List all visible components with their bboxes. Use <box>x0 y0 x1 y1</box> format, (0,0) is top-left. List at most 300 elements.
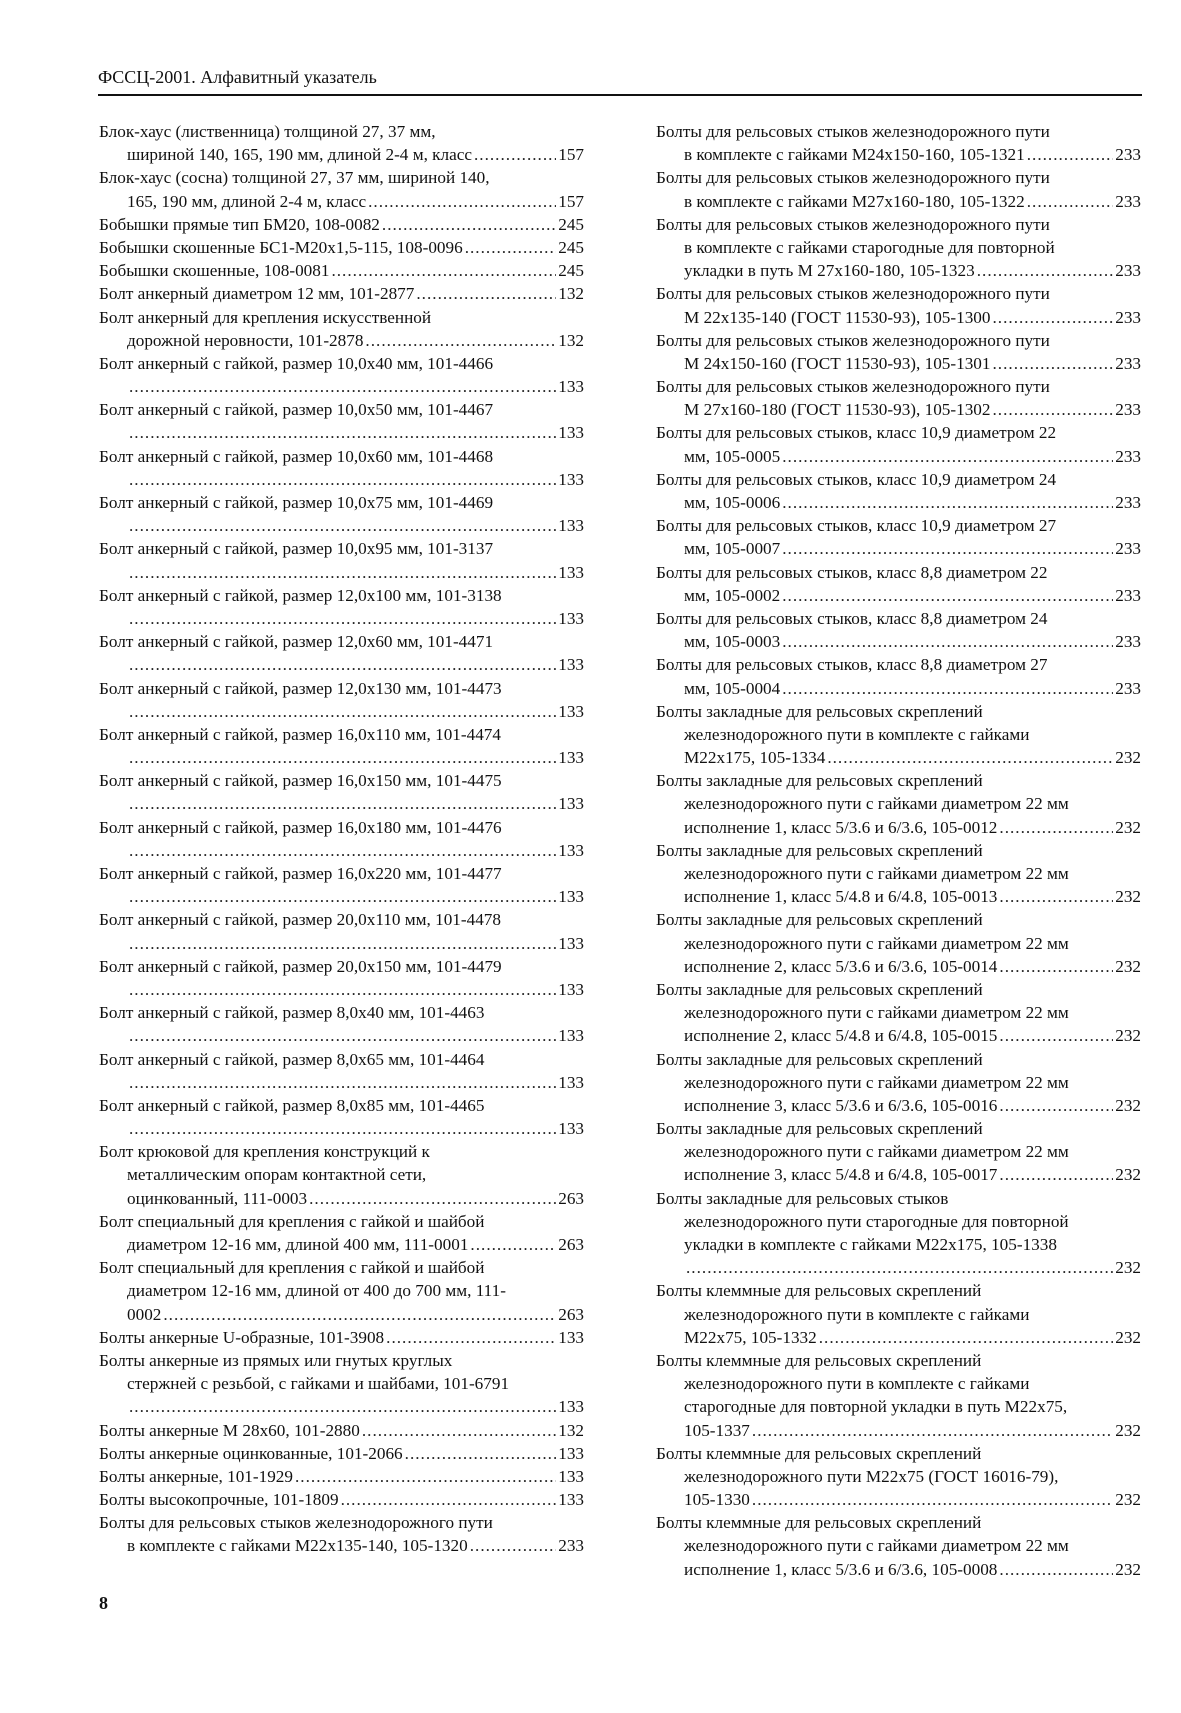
index-entry-text: диаметром 12-16 мм, длиной 400 мм, 111-0001 <box>127 1235 469 1254</box>
index-entry-text: Болты высокопрочные, 101-1809 <box>99 1490 339 1510</box>
index-entry <box>656 839 1141 909</box>
index-entry-text: Болты закладные для рельсовых скреплений <box>656 979 983 999</box>
index-entry <box>99 955 584 1001</box>
index-entry-text: 105-1330 <box>684 1490 750 1510</box>
index-entry-text: М22х175, 105-1334 <box>684 748 826 768</box>
index-entry-last-line <box>99 190 584 213</box>
index-entry-page: 133 <box>558 377 584 397</box>
index-entry-page: 232 <box>1115 1095 1141 1115</box>
index-entry-text: Болт анкерный с гайкой, размер 12,0х100 мм, 101-3138 <box>99 585 502 605</box>
index-entry-page: 245 <box>558 214 584 234</box>
dot-leader <box>129 1117 556 1140</box>
index-entry-text: Болты для рельсовых стыков, класс 10,9 диаметром 22 <box>656 423 1057 443</box>
index-entry-text: мм, 105-0007 <box>684 539 781 559</box>
index-entry-text: укладки в путь М 27х160-180, 105-1323 <box>684 261 975 281</box>
index-entry-text: Болты закладные для рельсовых скреплений <box>656 840 983 860</box>
index-entry-page: 232 <box>1115 1490 1141 1510</box>
index-entry-text: Бобышки скошенные БС1-М20х1,5-115, 108-0096 <box>99 237 463 257</box>
index-entry-text: в комплекте с гайками М24х150-160, 105-1321 <box>684 145 1025 165</box>
index-entry <box>656 1117 1141 1187</box>
index-entry <box>99 1419 584 1442</box>
index-entry-text: Бобышки скошенные, 108-0081 <box>99 261 330 281</box>
page-number: 8 <box>99 1593 108 1613</box>
index-entry-text: Болт анкерный с гайкой, размер 16,0х220 мм, 101-4477 <box>99 864 502 883</box>
dot-leader <box>129 932 556 955</box>
index-entry-text: Болт анкерный с гайкой, размер 20,0х110 мм, 101-4478 <box>99 910 501 930</box>
index-entry <box>99 1210 584 1256</box>
index-entry-text: железнодорожного пути с гайками диаметром 22 мм <box>684 1072 1069 1092</box>
index-entry-page: 133 <box>558 701 584 721</box>
index-entry-page: 263 <box>558 1235 584 1254</box>
index-entry-page: 233 <box>1115 678 1141 698</box>
index-entry-text: в комплекте с гайками М22х135-140, 105-1320 <box>127 1536 468 1556</box>
dot-leader <box>386 1326 556 1349</box>
index-entry-page: 133 <box>558 1490 584 1510</box>
index-entry-text: Болт анкерный с гайкой, размер 8,0х65 мм, 101-4464 <box>99 1049 485 1069</box>
index-entry-last-line <box>99 653 584 676</box>
index-entry-last-line <box>99 1465 584 1488</box>
index-entry <box>99 1256 584 1326</box>
dot-leader <box>999 1024 1113 1047</box>
index-entry-last-line <box>656 190 1141 213</box>
index-entry-last-line <box>99 213 584 236</box>
index-entry <box>656 514 1141 560</box>
index-entry <box>99 306 584 352</box>
index-entry-page: 233 <box>1115 539 1141 559</box>
dot-leader <box>782 445 1113 468</box>
index-entry-last-line <box>99 514 584 537</box>
index-entry-page: 133 <box>558 1466 584 1486</box>
index-entry-text: Болты для рельсовых стыков, класс 10,9 диаметром 27 <box>656 516 1057 536</box>
index-entry-text: Болты для рельсовых стыков железнодорожного пути <box>656 122 1050 141</box>
dot-leader <box>999 1163 1113 1186</box>
index-entry <box>99 120 584 166</box>
index-entry-last-line <box>656 398 1141 421</box>
index-entry-page: 232 <box>1115 817 1141 837</box>
dot-leader <box>129 1071 556 1094</box>
dot-leader <box>993 306 1114 329</box>
index-entry-last-line <box>656 143 1141 166</box>
dot-leader <box>365 329 556 352</box>
index-entry-last-line <box>99 1187 584 1210</box>
index-entry-text: Болты для рельсовых стыков, класс 8,8 диаметром 27 <box>656 655 1048 675</box>
index-column-left <box>99 120 584 1558</box>
index-entry-text: Болт специальный для крепления с гайкой и шайбой <box>99 1211 485 1231</box>
index-entry-text: М 27х160-180 (ГОСТ 11530-93), 105-1302 <box>684 400 991 420</box>
dot-leader <box>129 792 556 815</box>
index-entry <box>656 607 1141 653</box>
index-entry <box>99 537 584 583</box>
index-entry-text: железнодорожного пути с гайками диаметром 22 мм <box>684 794 1069 814</box>
index-entry-text: стержней с резьбой, с гайками и шайбами, 101-6791 <box>127 1374 510 1394</box>
index-entry-last-line <box>656 259 1141 282</box>
index-entry-text: железнодорожного пути в комплекте с гайками <box>684 724 1030 744</box>
index-entry-text: Болты закладные для рельсовых скреплений <box>656 771 983 791</box>
index-entry-page: 245 <box>558 237 584 257</box>
index-entry <box>656 978 1141 1048</box>
dot-leader <box>295 1465 556 1488</box>
index-entry <box>99 1465 584 1488</box>
index-entry <box>99 1488 584 1511</box>
dot-leader <box>368 190 556 213</box>
dot-leader <box>993 352 1114 375</box>
index-entry-text: железнодорожного пути в комплекте с гайками <box>684 1304 1030 1324</box>
index-entry <box>656 421 1141 467</box>
index-entry-page: 157 <box>558 191 584 211</box>
index-column-right <box>656 120 1141 1581</box>
dot-leader <box>686 1256 1113 1279</box>
index-entry <box>99 630 584 676</box>
index-entry <box>99 236 584 259</box>
index-entry <box>656 375 1141 421</box>
index-entry-last-line <box>99 1233 584 1256</box>
index-entry-text: мм, 105-0006 <box>684 493 781 512</box>
index-entry-text: Болты закладные для рельсовых скреплений <box>656 701 983 721</box>
index-entry-text: Болты для рельсовых стыков железнодорожного пути <box>656 168 1050 188</box>
index-entry-text: Болты анкерные оцинкованные, 101-2066 <box>99 1443 403 1463</box>
dot-leader <box>129 1024 556 1047</box>
index-entry-page: 232 <box>1115 1559 1141 1579</box>
index-entry <box>656 561 1141 607</box>
dot-leader <box>129 653 556 676</box>
index-entry-text: железнодорожного пути с гайками диаметром 22 мм <box>684 1142 1069 1162</box>
dot-leader <box>129 1395 556 1418</box>
index-entry-page: 233 <box>1115 353 1141 373</box>
index-entry-text: мм, 105-0002 <box>684 585 781 605</box>
index-entry-text: Болты для рельсовых стыков железнодорожного пути <box>656 214 1050 234</box>
index-entry-page: 232 <box>1115 748 1141 768</box>
dot-leader <box>129 839 556 862</box>
index-entry-text: Блок-хаус (лиственница) толщиной 27, 37 мм, <box>99 122 436 141</box>
index-entry-last-line <box>656 306 1141 329</box>
index-entry-last-line <box>99 792 584 815</box>
index-entry-last-line <box>656 1256 1141 1279</box>
index-entry-text: исполнение 3, класс 5/4.8 и 6/4.8, 105-0017 <box>684 1165 998 1185</box>
index-entry-text: Болт специальный для крепления с гайкой и шайбой <box>99 1258 485 1278</box>
index-entry-last-line <box>656 1558 1141 1581</box>
dot-leader <box>405 1442 557 1465</box>
index-entry-text: исполнение 3, класс 5/3.6 и 6/3.6, 105-0016 <box>684 1095 998 1115</box>
index-entry-text: исполнение 1, класс 5/4.8 и 6/4.8, 105-0013 <box>684 887 998 907</box>
dot-leader <box>999 1558 1113 1581</box>
index-entry-page: 133 <box>558 1026 584 1046</box>
index-entry-last-line <box>99 561 584 584</box>
index-entry-text: Болты анкерные из прямых или гнутых круглых <box>99 1350 453 1370</box>
index-entry-page: 263 <box>558 1188 584 1208</box>
dot-leader <box>129 375 556 398</box>
index-entry-page: 233 <box>558 1536 584 1556</box>
dot-leader <box>999 816 1113 839</box>
index-entry-page: 232 <box>1115 1420 1141 1440</box>
index-entry-last-line <box>656 1094 1141 1117</box>
index-entry-page: 133 <box>558 933 584 953</box>
index-entry-text: диаметром 12-16 мм, длиной от 400 до 700 мм, 111- <box>127 1281 506 1301</box>
index-entry <box>99 1140 584 1210</box>
index-entry <box>656 1442 1141 1512</box>
index-entry-text: шириной 140, 165, 190 мм, длиной 2-4 м, класс <box>127 145 472 165</box>
index-entry <box>656 213 1141 283</box>
index-entry <box>656 1349 1141 1442</box>
index-entry-text: железнодорожного пути с гайками диаметром 22 мм <box>684 1003 1069 1023</box>
index-entry-text: железнодорожного пути с гайками диаметром 22 мм <box>684 933 1069 953</box>
index-entry-text: металлическим опорам контактной сети, <box>127 1165 427 1185</box>
index-entry-page: 133 <box>558 655 584 675</box>
index-entry-last-line <box>99 978 584 1001</box>
index-entry-text: исполнение 2, класс 5/4.8 и 6/4.8, 105-0015 <box>684 1026 998 1046</box>
index-entry-last-line <box>656 677 1141 700</box>
index-entry-page: 233 <box>1115 446 1141 466</box>
index-entry <box>99 1094 584 1140</box>
index-entry-last-line <box>99 375 584 398</box>
index-entry-text: Болт анкерный диаметром 12 мм, 101-2877 <box>99 284 415 304</box>
index-entry <box>99 352 584 398</box>
index-entry-text: железнодорожного пути в комплекте с гайками <box>684 1374 1030 1394</box>
dot-leader <box>1027 143 1114 166</box>
index-entry-last-line <box>99 839 584 862</box>
dot-leader <box>1027 190 1114 213</box>
index-entry <box>656 329 1141 375</box>
dot-leader <box>129 885 556 908</box>
index-entry-last-line <box>99 1303 584 1326</box>
dot-leader <box>827 746 1113 769</box>
index-entry-page: 133 <box>558 1072 584 1092</box>
index-entry-text: Болты для рельсовых стыков, класс 8,8 диаметром 24 <box>656 608 1048 628</box>
index-entry <box>656 769 1141 839</box>
index-entry-text: железнодорожного пути с гайками диаметром 22 мм <box>684 1536 1069 1556</box>
index-entry-text: укладки в комплекте с гайками М22х175, 105-1338 <box>684 1235 1057 1254</box>
dot-leader <box>362 1419 556 1442</box>
dot-leader <box>782 630 1113 653</box>
index-entry <box>99 769 584 815</box>
index-entry-text: Болты закладные для рельсовых скреплений <box>656 1049 983 1069</box>
index-entry <box>99 1511 584 1557</box>
index-entry <box>656 1048 1141 1118</box>
index-entry-text: 105-1337 <box>684 1420 750 1440</box>
index-entry-text: Болт анкерный с гайкой, размер 10,0х95 мм, 101-3137 <box>99 539 494 559</box>
index-entry-text: мм, 105-0003 <box>684 632 781 652</box>
index-entry-last-line <box>656 816 1141 839</box>
index-entry-text: Болт анкерный с гайкой, размер 12,0х130 мм, 101-4473 <box>99 678 502 698</box>
dot-leader <box>129 421 556 444</box>
index-entry-text: Болт анкерный с гайкой, размер 16,0х180 мм, 101-4476 <box>99 817 502 837</box>
index-entry <box>99 908 584 954</box>
index-entry-text: М 22х135-140 (ГОСТ 11530-93), 105-1300 <box>684 307 991 327</box>
index-entry-text: исполнение 1, класс 5/3.6 и 6/3.6, 105-0012 <box>684 817 998 837</box>
index-entry-last-line <box>99 236 584 259</box>
index-entry <box>99 1349 584 1419</box>
index-entry-text: Болты клеммные для рельсовых скреплений <box>656 1281 982 1301</box>
index-entry-page: 133 <box>558 1443 584 1463</box>
dot-leader <box>341 1488 557 1511</box>
index-entry <box>99 862 584 908</box>
index-entry <box>656 282 1141 328</box>
dot-leader <box>331 259 556 282</box>
index-entry <box>656 120 1141 166</box>
index-entry-text: Болты анкерные М 28х60, 101-2880 <box>99 1420 360 1440</box>
index-entry-text: Болты для рельсовых стыков железнодорожного пути <box>656 377 1050 397</box>
dot-leader <box>470 1534 557 1557</box>
index-entry-page: 133 <box>558 887 584 907</box>
index-entry-last-line <box>656 885 1141 908</box>
index-entry-last-line <box>99 1419 584 1442</box>
index-entry-text: Болты для рельсовых стыков железнодорожного пути <box>99 1513 493 1533</box>
dot-leader <box>129 468 556 491</box>
index-entry-text: Болт анкерный с гайкой, размер 16,0х110 мм, 101-4474 <box>99 724 501 744</box>
dot-leader <box>470 1233 556 1256</box>
index-entry-last-line <box>99 1117 584 1140</box>
dot-leader <box>999 955 1113 978</box>
dot-leader <box>977 259 1114 282</box>
index-entry <box>99 1048 584 1094</box>
index-entry-page: 132 <box>558 330 584 350</box>
index-entry <box>656 700 1141 770</box>
index-entry-page: 263 <box>558 1304 584 1324</box>
index-entry-text: Болты для рельсовых стыков железнодорожного пути <box>656 330 1050 350</box>
index-entry-text: Болт анкерный с гайкой, размер 12,0х60 мм, 101-4471 <box>99 632 494 652</box>
index-entry-text: Болты для рельсовых стыков, класс 10,9 диаметром 24 <box>656 469 1057 489</box>
index-entry-text: Болты для рельсовых стыков, класс 8,8 диаметром 22 <box>656 562 1048 582</box>
index-entry-page: 133 <box>558 1397 584 1417</box>
index-entry <box>99 445 584 491</box>
index-entry-text: железнодорожного пути с гайками диаметром 22 мм <box>684 864 1069 883</box>
index-entry <box>99 1326 584 1349</box>
index-entry-text: старогодные для повторной укладки в путь М22х75, <box>684 1397 1068 1417</box>
index-entry-text: Бобышки прямые тип БМ20, 108-0082 <box>99 214 380 234</box>
index-entry-page: 233 <box>1115 400 1141 420</box>
dot-leader <box>129 700 556 723</box>
index-entry-page: 233 <box>1115 307 1141 327</box>
dot-leader <box>819 1326 1113 1349</box>
index-entry-last-line <box>99 1488 584 1511</box>
index-entry-text: М 24х150-160 (ГОСТ 11530-93), 105-1301 <box>684 353 991 373</box>
index-entry-last-line <box>656 1163 1141 1186</box>
index-entry <box>99 259 584 282</box>
index-entry-text: Болты анкерные, 101-1929 <box>99 1466 293 1486</box>
dot-leader <box>752 1419 1113 1442</box>
dot-leader <box>474 143 556 166</box>
page-header-title: ФССЦ-2001. Алфавитный указатель <box>98 67 377 87</box>
dot-leader <box>465 236 557 259</box>
index-entry-text: Болт анкерный с гайкой, размер 10,0х75 мм, 101-4469 <box>99 493 494 512</box>
index-entry-text: Болты клеммные для рельсовых скреплений <box>656 1350 982 1370</box>
index-entry-text: Болт анкерный с гайкой, размер 10,0х60 мм, 101-4468 <box>99 446 494 466</box>
index-entry-last-line <box>99 885 584 908</box>
index-entry <box>99 1442 584 1465</box>
index-entry <box>99 677 584 723</box>
index-entry-text: дорожной неровности, 101-2878 <box>127 330 364 350</box>
dot-leader <box>999 885 1113 908</box>
index-entry <box>656 653 1141 699</box>
dot-leader <box>999 1094 1113 1117</box>
index-entry-page: 233 <box>1115 632 1141 652</box>
index-entry-last-line <box>99 468 584 491</box>
index-entry-last-line <box>99 700 584 723</box>
index-entry-last-line <box>99 1024 584 1047</box>
index-entry-text: железнодорожного пути старогодные для повторной <box>684 1211 1069 1231</box>
index-entry <box>656 468 1141 514</box>
index-entry-page: 133 <box>558 562 584 582</box>
index-entry-text: Болт анкерный с гайкой, размер 8,0х85 мм, 101-4465 <box>99 1095 485 1115</box>
index-entry-page: 233 <box>1115 261 1141 281</box>
index-entry-page: 232 <box>1115 956 1141 976</box>
index-entry-last-line <box>656 630 1141 653</box>
index-entry-last-line <box>656 1024 1141 1047</box>
index-entry-page: 233 <box>1115 493 1141 512</box>
index-entry-page: 133 <box>558 423 584 443</box>
index-entry-text: М22х75, 105-1332 <box>684 1327 817 1347</box>
index-entry-page: 132 <box>558 1420 584 1440</box>
index-entry-page: 133 <box>558 840 584 860</box>
index-entry-text: железнодорожного пути М22х75 (ГОСТ 16016-79), <box>684 1466 1059 1486</box>
index-entry-page: 232 <box>1115 887 1141 907</box>
index-entry-text: Болт анкерный с гайкой, размер 10,0х40 мм, 101-4466 <box>99 353 494 373</box>
index-entry-text: Болт анкерный с гайкой, размер 20,0х150 мм, 101-4479 <box>99 956 502 976</box>
index-entry-text: 0002 <box>127 1304 162 1324</box>
dot-leader <box>782 677 1113 700</box>
index-entry-page: 133 <box>558 608 584 628</box>
index-entry-page: 232 <box>1115 1258 1141 1278</box>
index-entry-page: 245 <box>558 261 584 281</box>
dot-leader <box>129 978 556 1001</box>
index-entry-page: 133 <box>558 979 584 999</box>
index-entry-text: Болты клеммные для рельсовых скреплений <box>656 1443 982 1463</box>
index-entry-last-line <box>99 1534 584 1557</box>
index-entry-text: Болт анкерный с гайкой, размер 8,0х40 мм, 101-4463 <box>99 1003 485 1023</box>
index-entry-last-line <box>99 1395 584 1418</box>
index-entry <box>656 1511 1141 1581</box>
index-entry-last-line <box>656 1419 1141 1442</box>
index-entry-last-line <box>656 445 1141 468</box>
index-entry-text: мм, 105-0005 <box>684 446 781 466</box>
index-entry-text: 165, 190 мм, длиной 2-4 м, класс <box>127 191 367 211</box>
index-entry <box>656 1187 1141 1280</box>
index-entry-text: исполнение 2, класс 5/3.6 и 6/3.6, 105-0014 <box>684 956 998 976</box>
index-entry <box>99 816 584 862</box>
index-entry-last-line <box>99 282 584 305</box>
index-entry-last-line <box>99 1071 584 1094</box>
index-entry-text: Болты клеммные для рельсовых скреплений <box>656 1513 982 1533</box>
index-entry-page: 133 <box>558 1327 584 1347</box>
index-entry-last-line <box>99 1326 584 1349</box>
index-entry <box>99 584 584 630</box>
index-entry <box>99 398 584 444</box>
dot-leader <box>309 1187 556 1210</box>
index-entry-page: 133 <box>558 1119 584 1139</box>
index-entry <box>656 1279 1141 1349</box>
index-entry-text: в комплекте с гайками М27х160-180, 105-1322 <box>684 191 1025 211</box>
index-entry <box>99 166 584 212</box>
dot-leader <box>129 746 556 769</box>
index-entry-text: Болты для рельсовых стыков железнодорожного пути <box>656 284 1050 304</box>
index-entry-text: мм, 105-0004 <box>684 678 781 698</box>
index-entry-page: 133 <box>558 516 584 536</box>
index-entry-text: Болты анкерные U-образные, 101-3908 <box>99 1327 385 1347</box>
index-entry-text: Болт анкерный с гайкой, размер 10,0х50 мм, 101-4467 <box>99 400 494 420</box>
index-entry-text: Болт анкерный для крепления искусственной <box>99 307 432 327</box>
index-entry-last-line <box>656 955 1141 978</box>
index-entry-page: 232 <box>1115 1165 1141 1185</box>
index-entry-last-line <box>99 607 584 630</box>
page-header <box>98 66 1142 96</box>
index-entry-last-line <box>656 746 1141 769</box>
dot-leader <box>782 491 1113 514</box>
index-entry <box>99 723 584 769</box>
index-entry-page: 233 <box>1115 585 1141 605</box>
index-entry-page: 157 <box>558 145 584 165</box>
index-entry <box>99 491 584 537</box>
index-entry <box>99 1001 584 1047</box>
index-entry-text: Болт крюковой для крепления конструкций к <box>99 1142 430 1162</box>
